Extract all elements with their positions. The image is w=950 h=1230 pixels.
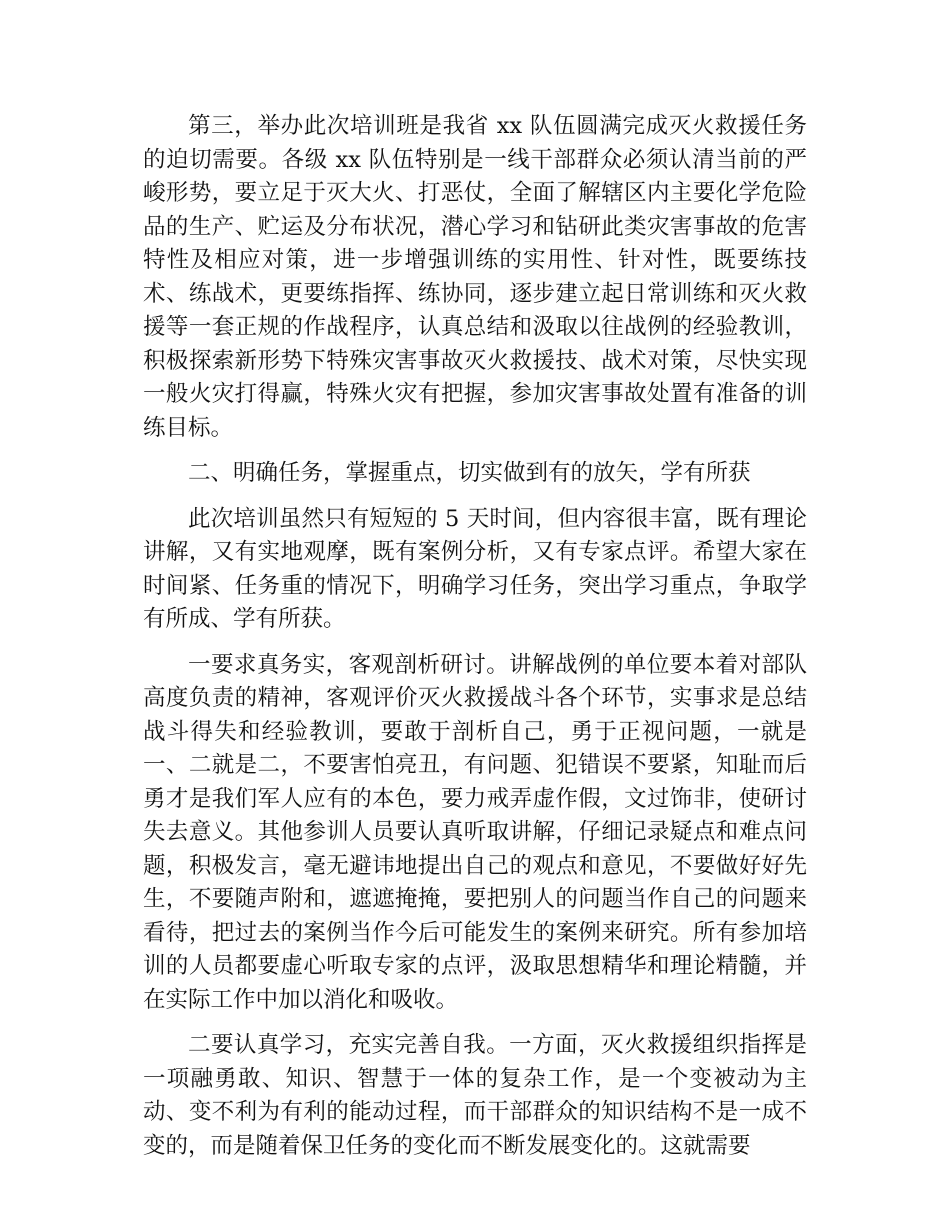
paragraph-study-seriously: 二要认真学习，充实完善自我。一方面，灭火救援组织指挥是一项融勇敢、知识、智慧于一体的复杂工作，是一个变被动为主动、变不利为有利的能动过程，而干部群众的知识结构不是一成不变的，而是随着保卫任务的变化而不断发展变化的。这就需要	[143, 1032, 807, 1159]
paragraph-seek-truth: 一要求真务实，客观剖析研讨。讲解战例的单位要本着对部队高度负责的精神，客观评价灭火救援战斗各个环节，实事求是总结战斗得失和经验教训，要敢于剖析自己，勇于正视问题，一就是一、二就是二，不要害怕亮丑，有问题、犯错误不要紧，知耻而后勇才是我们军人应有的本色，要力戒弄虚作假，文过饰非，使研讨失去意义。其他参训人员要认真听取讲解，仔细记录疑点和难点问题，积极发言，毫无避讳地提出自己的观点和意见，不要做好好先生，不要随声附和，遮遮掩掩，要把别人的问题当作自己的问题来看待，把过去的案例当作今后可能发生的案例来研究。所有参加培训的人员都要虚心听取专家的点评，汲取思想精华和理论精髓，并在实际工作中加以消化和吸收。	[143, 651, 807, 1013]
paragraph-training-necessity: 第三，举办此次培训班是我省 xx 队伍圆满完成灭火救援任务的迫切需要。各级 xx 队伍特别是一线干部群众必须认清当前的严峻形势，要立足于灭大火、打恶仗，全面了解辖区内主要化学危险品的生产、贮运及分布状况，潜心学习和钻研此类灾害事故的危害特性及相应对策，进一步增强训练的实用性、针对性，既要练技术、练战术，更要练指挥、练协同，逐步建立起日常训练和灭火救援等一套正规的作战程序，认真总结和汲取以往战例的经验教训，积极探索新形势下特殊灾害事故灭火救援技、战术对策，尽快实现一般火灾打得赢，特殊火灾有把握，参加灾害事故处置有准备的训练目标。	[143, 113, 807, 441]
paragraph-training-overview: 此次培训虽然只有短短的 5 天时间，但内容很丰富，既有理论讲解，又有实地观摩，既有案例分析，又有专家点评。希望大家在时间紧、任务重的情况下，明确学习任务，突出学习重点，争取学有所成、学有所获。	[143, 505, 807, 632]
section-heading-tasks: 二、明确任务，掌握重点，切实做到有的放矢，学有所获	[188, 460, 751, 486]
document-page	[143, 110, 807, 1175]
